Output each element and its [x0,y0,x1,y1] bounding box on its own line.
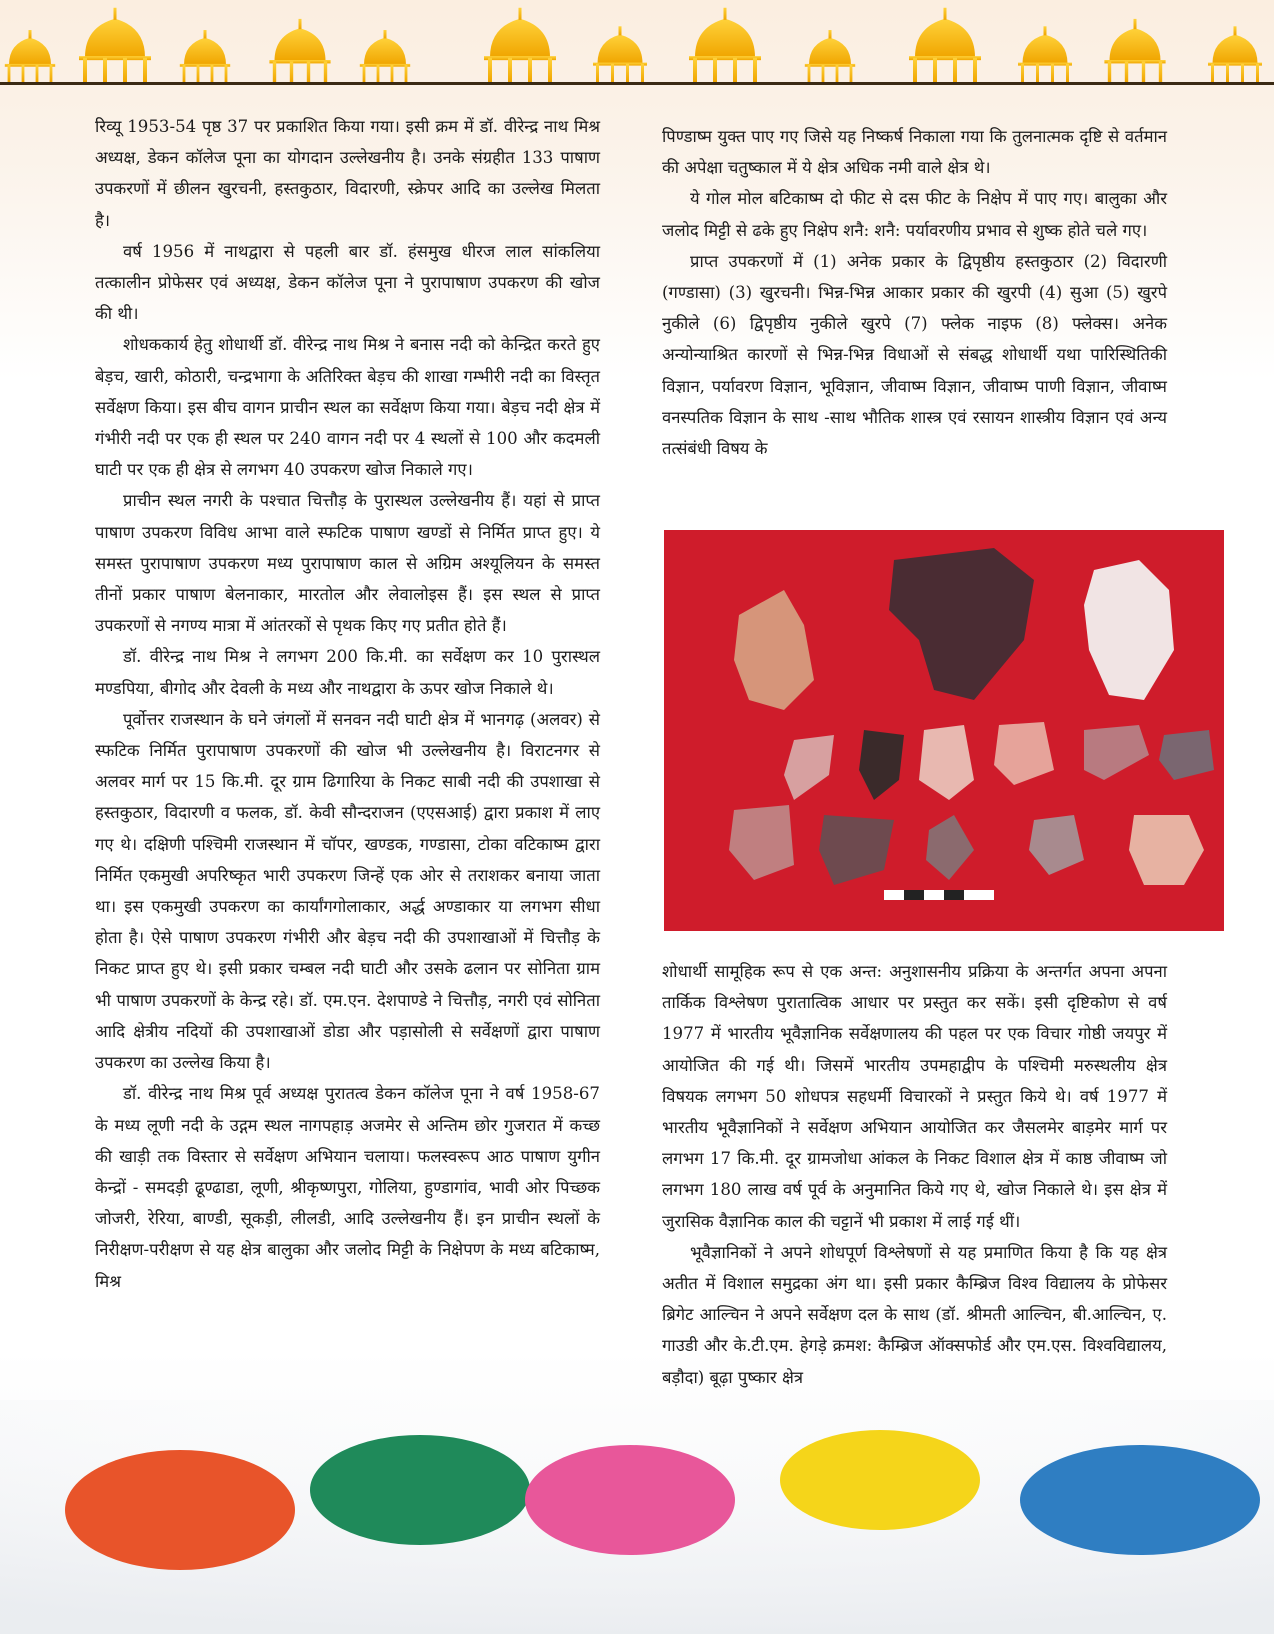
palace-dome-icon [689,8,761,82]
left-paragraph-3: शोधककार्य हेतु शोधार्थी डॉ. वीरेन्द्र नाथ मिश्र ने बनास नदी को केन्द्रित करते हुए बेड़च, खारी, कोठारी, चन्द्रभागा के अतिरिक्त बेड़च की शाखा गम्भीरी नदी का विस्तृत सर्वेक्षण किया। इस बीच वागन प्राचीन स्थल का सर्वेक्षण किया गया। बेड़च नदी क्षेत्र में गंभीरी नदी पर एक ही स्थल पर 240 वागन नदी पर 4 स्थलों से 100 और कदमली घाटी पर एक ही क्षेत्र से लगभग 40 उपकरण खोज निकाले गए। [95,335,600,480]
left-paragraph-6: पूर्वोत्तर राजस्थान के घने जंगलों में सनवन नदी घाटी क्षेत्र में भानगढ़ (अलवर) से स्फटिक निर्मित पुरापाषाण उपकरणों की खोज भी उल्लेखनीय है। विराटनगर से अलवर मार्ग पर 15 कि.मी. दूर ग्राम ढिगारिया के निकट साबी नदी की उपशाखा से हस्तकुठार, विदारणी व फलक, डॉ. केवी सौन्दराजन (एएसआई) द्वारा प्रकाश में लाए गए थे। दक्षिणी पश्चिमी राजस्थान में चॉपर, खण्डक, गण्डासा, टोका वटिकाष्म द्वारा निर्मित एकमुखी अपरिष्कृत भारी उपकरण जिन्हें एक ओर से तराशकर बनाया जाता था। इस एकमुखी उपकरण का कार्यांगगोलाकार, अर्द्ध अण्डाकार या लगभग सीधा होता है। ऐसे पाषाण उपकरण गंभीरी और बेड़च नदी की उपशाखाओं में चित्तौड़ के निकट प्राप्त हुए थे। इसी प्रकार चम्बल नदी घाटी और उसके ढलान पर सोनिता ग्राम भी पाषाण उपकरणों के केन्द्र रहे। डॉ. एम.एन. देशपाण्डे ने चित्तौड़, नगरी एवं सोनिता आदि क्षेत्रीय नदियों की उपशाखाओं डोडा और पड़ासोली से सर्वेक्षणों द्वारा पाषाण उपकरण का उल्लेख किया है। [95,709,601,1073]
left-paragraph-2: वर्ष 1956 में नाथद्वारा से पहली बार डॉ. हंसमुख धीरज लाल सांकलिया तत्कालीन प्रोफेसर एवं अध्यक्ष, डेकन कॉलेज पूना ने पुरापाषाण उपकरण की खोज की थी। [95,241,600,324]
artifacts-photo [664,530,1224,931]
palace-dome-icon [360,30,410,82]
palace-dome-icon [593,26,647,82]
palace-dome-icon [1018,26,1072,82]
right-column-top [662,121,1167,464]
left-paragraph-5: डॉ. वीरेन्द्र नाथ मिश्र ने लगभग 200 कि.मी. का सर्वेक्षण कर 10 पुरास्थल मण्डपिया, बीगोद और देवली के मध्य और नाथद्वारा के ऊपर खोज निकाले थे। [95,647,600,698]
color-powder-decoration [0,1400,1274,1634]
banner-rule-line [0,82,1274,85]
right-bottom-paragraph-1: शोधार्थी सामूहिक रूप से एक अन्त: अनुशासनीय प्रक्रिया के अन्तर्गत अपना अपना तार्किक विश्लेषण पुरातात्विक आधार पर प्रस्तुत कर सकें। इसी दृष्टिकोण से वर्ष 1977 में भारतीय भूवैज्ञानिक सर्वेक्षणालय की पहल पर एक विचार गोष्ठी जयपुर में आयोजित की गई थी। जिसमें भारतीय उपमहाद्वीप के पश्चिमी मरुस्थलीय क्षेत्र विषयक लगभग 50 शोधपत्र सहधर्मी विचारकों ने प्रस्तुत किये थे। वर्ष 1977 में भारतीय भूवैज्ञानिकों ने सर्वेक्षण अभियान आयोजित कर जैसलमेर बाड़मेर मार्ग पर लगभग 17 कि.मी. दूर ग्रामजोधा आंकल के निकट विशाल क्षेत्र में काष्ठ जीवाष्म जो लगभग 180 लाख वर्ष पूर्व के अनुमानित किये गए थे, खोज निकाले थे। इस क्षेत्र में जुरासिक वैज्ञानिक काल की चट्टानें भी प्रकाश में लाई गई थीं। [662,962,1167,1231]
palace-dome-banner [0,0,1274,90]
left-column [95,111,600,1297]
right-bottom-paragraph-2: भूवैज्ञानिकों ने अपने शोधपूर्ण विश्लेषणों से यह प्रमाणित किया है कि यह क्षेत्र अतीत में विशाल समुद्रका अंग था। इसी प्रकार कैम्ब्रिज विश्व विद्यालय के प्रोफेसर ब्रिगेट आल्चिन ने अपने सर्वेक्षण दल के साथ (डॉ. श्रीमती आल्चिन, बी.आल्चिन, ए. गाउडी और के.टी.एम. हेगड़े क्रमश: कैम्ब्रिज ऑक्सफोर्ड और एम.एस. विश्वविद्यालय, बड़ौदा) बूढ़ा पुष्कार क्षेत्र [662,1242,1167,1387]
palace-dome-icon [269,19,330,82]
palace-dome-icon [79,8,151,82]
palace-dome-icon [180,30,230,82]
left-paragraph-7: डॉ. वीरेन्द्र नाथ मिश्र पूर्व अध्यक्ष पुरातत्व डेकन कॉलेज पूना ने वर्ष 1958-67 के मध्य लूणी नदी के उद्गम स्थल नागपहाड़ अजमेर से अन्तिम छोर गुजरात में कच्छ की खाड़ी तक विस्तार से सर्वेक्षण अभियान चलाया। फलस्वरूप आठ पाषाण युगीन केन्द्रों - समदड़ी ढूण्ढाडा, लूणी, श्रीकृष्णपुरा, गोलिया, हुण्डागांव, भावी ओर पिच्छक जोजरी, रेरिया, बाण्डी, सूकड़ी, लीलडी, आदि उल्लेखनीय हैं। इन प्राचीन स्थलों के निरीक्षण-परीक्षण से यह क्षेत्र बालुका और जलोद मिट्टी के निक्षेपण के मध्य बटिकाष्म, मिश्र [95,1084,600,1291]
right-top-paragraph-2: ये गोल मोल बटिकाष्म दो फीट से दस फीट के निक्षेप में पाए गए। बालुका और जलोद मिट्टी से ढके हुए निक्षेप शनै: शनै: पर्यावरणीय प्रभाव से शुष्क होते चले गए। [662,189,1167,240]
left-paragraph-4: प्राचीन स्थल नगरी के पश्चात चित्तौड़ के पुरास्थल उल्लेखनीय हैं। यहां से प्राप्त पाषाण उपकरण विविध आभा वाले स्फटिक पाषाण खण्डों से निर्मित प्राप्त हुए। ये समस्त पुरापाषाण उपकरण मध्य पुरापाषाण काल से अग्रिम अश्यूलियन के समस्त तीनों प्रकार पाषाण बेलनाकार, मारतोल और लेवालोइस हैं। इस स्थल से प्राप्त उपकरणों से नगण्य मात्रा में आंतरकों से पृथक किए गए प्रतीत होते हैं। [95,491,600,636]
palace-dome-icon [484,8,556,82]
scale-bar [884,890,994,900]
palace-dome-icon [1104,19,1165,82]
palace-dome-icon [805,30,855,82]
pink-powder-heap [525,1445,735,1555]
orange-powder-heap [65,1450,295,1570]
right-top-paragraph-1: पिण्डाष्म युक्त पाए गए जिसे यह निष्कर्ष निकाला गया कि तुलनात्मक दृष्टि से वर्तमान की अपेक्षा चतुष्काल में ये क्षेत्र अधिक नमी वाले क्षेत्र थे। [662,127,1167,178]
palace-dome-icon [5,30,55,82]
green-powder-heap [310,1435,530,1545]
palace-dome-icon [1208,26,1262,82]
right-column-bottom [662,956,1167,1393]
left-paragraph-1: रिव्यू 1953-54 पृष्ठ 37 पर प्रकाशित किया गया। इसी क्रम में डॉ. वीरेन्द्र नाथ मिश्र अध्यक्ष, डेकन कॉलेज पूना का योगदान उल्लेखनीय है। उनके संग्रहीत 133 पाषाण उपकरणों में छीलन खुरचनी, हस्तकुठार, विदारणी, स्क्रेपर आदि का उल्लेख मिलता है। [95,117,600,230]
right-top-paragraph-3: प्राप्त उपकरणों में (1) अनेक प्रकार के द्विपृष्ठीय हस्तकुठार (2) विदारणी (गण्डासा) (3) खुरचनी। भिन्न-भिन्न आकार प्रकार की खुरपी (4) सुआ (5) खुरपे नुकीले (6) द्विपृष्ठीय नुकीले खुरपे (7) फ्लेक नाइफ (8) फ्लेक्स। अनेक अन्योन्याश्रित कारणों से भिन्न-भिन्न विधाओं से संबद्ध शोधार्थी यथा पारिस्थितिकी विज्ञान, पर्यावरण विज्ञान, भूविज्ञान, जीवाष्म विज्ञान, जीवाष्म पाणी विज्ञान, जीवाष्म वनस्पतिक विज्ञान के साथ -साथ भौतिक शास्त्र एवं रसायन शास्त्रीय विज्ञान एवं अन्य तत्संबंधी विषय के [662,251,1167,459]
palace-dome-icon [909,8,981,82]
yellow-powder-heap [780,1430,980,1530]
blue-powder-heap [1020,1445,1260,1555]
